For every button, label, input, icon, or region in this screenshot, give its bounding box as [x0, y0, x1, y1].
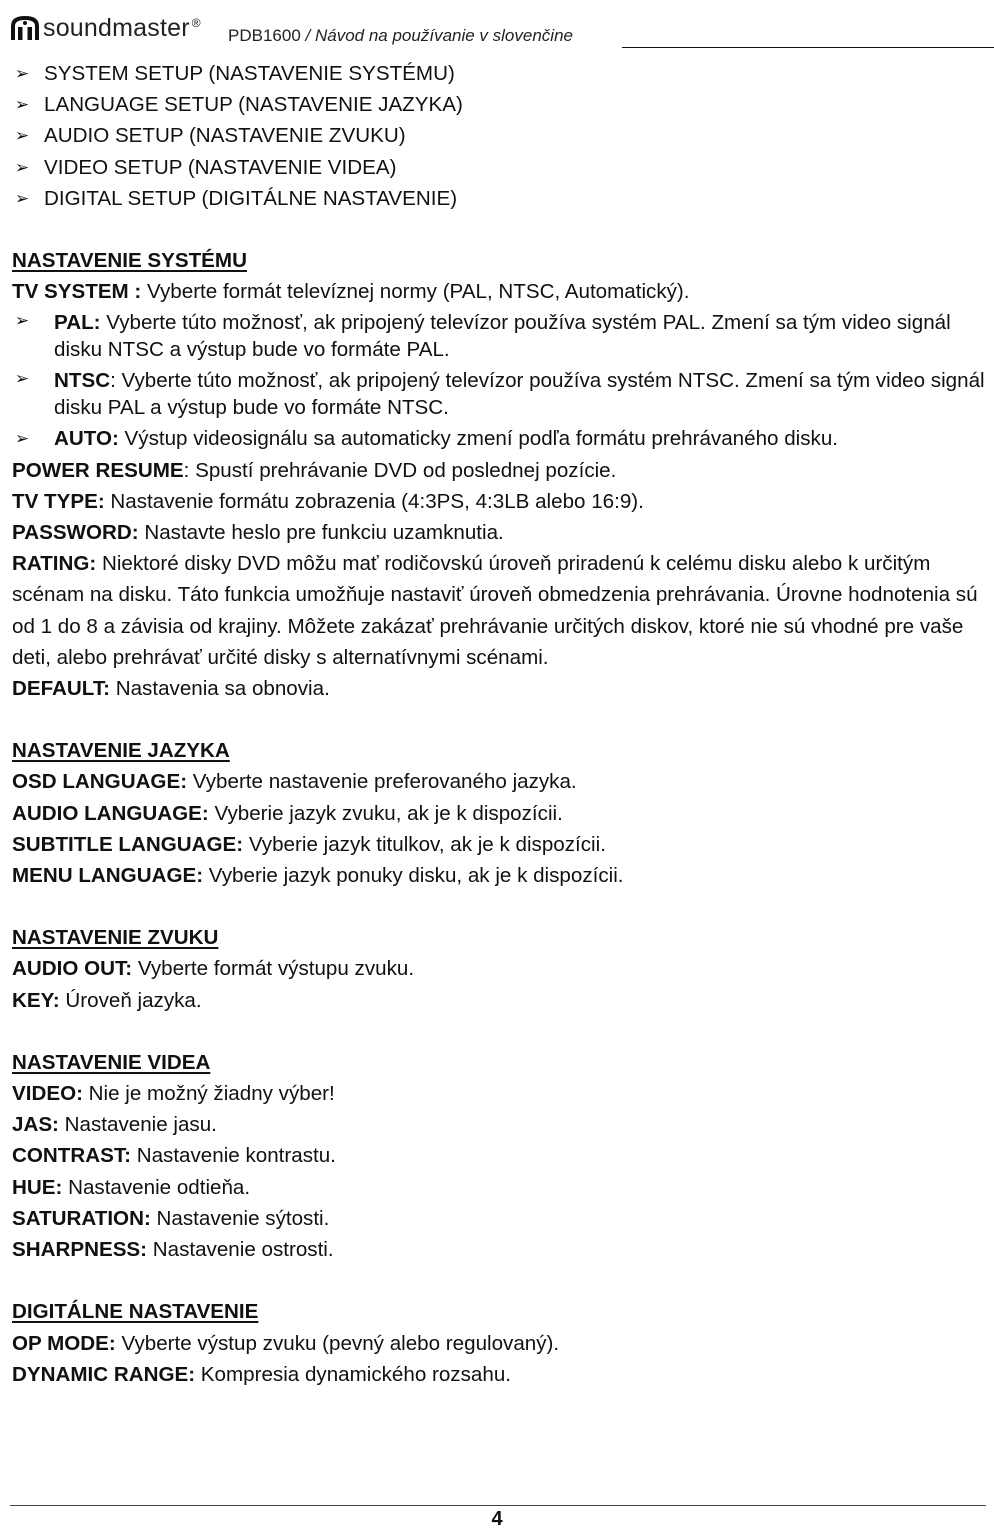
option-ntsc: [12, 365, 987, 423]
term-text: Vyberte formát televíznej normy (PAL, NTSC, Automatický).: [141, 280, 690, 304]
term-label: SUBTITLE LANGUAGE:: [12, 832, 244, 856]
term-text: Nastavenie ostrosti.: [147, 1238, 334, 1262]
list-item-text: AUDIO SETUP (NASTAVENIE ZVUKU): [44, 124, 406, 148]
section-heading-audio: NASTAVENIE ZVUKU: [12, 926, 219, 950]
term-text: Nastavenie jasu.: [58, 1113, 217, 1137]
page-header: [10, 14, 994, 50]
term-label: VIDEO:: [12, 1082, 83, 1106]
term-label: DEFAULT:: [12, 677, 110, 701]
term-text: Nastavenie sýtosti.: [150, 1206, 330, 1230]
definition-line: [12, 985, 987, 1016]
option-auto: [12, 423, 987, 454]
list-item: [12, 152, 987, 183]
section-heading-video: NASTAVENIE VIDEA: [12, 1050, 211, 1074]
definition-line: [12, 1234, 987, 1265]
definition-line: [12, 1328, 987, 1359]
term-label: JAS:: [12, 1113, 59, 1137]
arrow-bullet-icon: ➢: [14, 157, 30, 177]
list-item: [12, 58, 987, 89]
page-number: 4: [491, 1508, 503, 1530]
definition-line: [12, 1140, 987, 1171]
term-text: Úroveň jazyka.: [59, 988, 202, 1012]
term-label: PASSWORD:: [12, 521, 139, 545]
term-text: : Vyberte túto možnosť, ak pripojený televízor používa systém NTSC. Zmení sa tým video signál disku PAL a výstup bude vo formáte NTSC.: [54, 369, 985, 420]
password-line: [12, 517, 987, 548]
title-separator: /: [305, 26, 311, 45]
term-label: TV TYPE:: [12, 489, 105, 513]
term-label: HUE:: [12, 1175, 63, 1199]
list-item-text: SYSTEM SETUP (NASTAVENIE SYSTÉMU): [44, 62, 455, 85]
setup-menu-list: [12, 58, 987, 214]
section-heading-digital: DIGITÁLNE NASTAVENIE: [12, 1300, 259, 1324]
arrow-bullet-icon: ➢: [14, 188, 30, 208]
default-line: [12, 673, 987, 704]
term-text: Výstup videosignálu sa automaticky zmení podľa formátu prehrávaného disku.: [118, 427, 839, 451]
term-text: Vyberte nastavenie preferovaného jazyka.: [187, 770, 577, 794]
definition-line: [12, 1172, 987, 1203]
term-text: Vyberie jazyk titulkov, ak je k dispozícii.: [243, 832, 606, 856]
arrow-bullet-icon: ➢: [14, 126, 30, 146]
term-text: Vyberte formát výstupu zvuku.: [132, 957, 415, 981]
model-number: PDB1600: [228, 26, 301, 45]
list-item: [12, 120, 987, 151]
term-label: RATING:: [12, 552, 97, 576]
header-rule: [622, 47, 994, 48]
term-label: TV SYSTEM :: [12, 280, 142, 304]
registered-mark: ®: [191, 16, 201, 30]
term-label: SHARPNESS:: [12, 1238, 148, 1262]
term-label: PAL:: [54, 311, 101, 335]
section-heading-language: NASTAVENIE JAZYKA: [12, 739, 230, 763]
rating-paragraph: [12, 548, 987, 673]
term-text: Nastavenie formátu zobrazenia (4:3PS, 4:3LB alebo 16:9).: [104, 489, 644, 513]
term-label: SATURATION:: [12, 1206, 151, 1230]
term-text: Vyberte túto možnosť, ak pripojený televízor používa systém PAL. Zmení sa tým video signál disku NTSC a výstup bude vo formáte PAL.: [54, 311, 951, 362]
arrow-bullet-icon: ➢: [14, 311, 30, 331]
arrow-bullet-icon: ➢: [14, 369, 30, 389]
definition-line: [12, 798, 987, 829]
list-item: [12, 183, 987, 214]
arrow-bullet-icon: ➢: [14, 429, 30, 449]
tv-system-options: [12, 307, 987, 454]
term-text: Vyberie jazyk ponuky disku, ak je k dispozícii.: [203, 864, 624, 888]
brand-logo: [10, 14, 201, 42]
term-text: Nastavenie odtieňa.: [62, 1175, 251, 1199]
page-content: [12, 58, 987, 1390]
definition-line: [12, 1203, 987, 1234]
term-text: Vyberte výstup zvuku (pevný alebo regulovaný).: [115, 1331, 560, 1355]
definition-line: [12, 953, 987, 984]
term-label: DYNAMIC RANGE:: [12, 1362, 196, 1386]
list-item-text: LANGUAGE SETUP (NASTAVENIE JAZYKA): [44, 93, 463, 117]
term-text: Nastavenie kontrastu.: [130, 1144, 336, 1168]
arrow-bullet-icon: ➢: [14, 64, 30, 83]
term-text: Niektoré disky DVD môžu mať rodičovskú úroveň priradenú k celému disku alebo k určitým scénam na disku. Táto funkcia umožňuje nastaviť úroveň obmedzenia prehrávania. Úrovne hodnotenia sú od 1 do 8 a závisia od krajiny. Môžete zakázať prehrávanie určitých diskov, ktoré nie sú vhodné pre vaše deti, alebo prehrávať určité disky s alternatívnymi scénami.: [12, 552, 978, 669]
definition-line: [12, 1109, 987, 1140]
option-pal: [12, 307, 987, 365]
list-item-text: DIGITAL SETUP (DIGITÁLNE NASTAVENIE): [44, 186, 458, 210]
term-label: OSD LANGUAGE:: [12, 770, 188, 794]
footer-rule: [10, 1505, 986, 1506]
tv-type-line: [12, 486, 987, 517]
definition-line: [12, 860, 987, 891]
term-text: Kompresia dynamického rozsahu.: [195, 1362, 511, 1386]
term-label: POWER RESUME: [12, 458, 184, 482]
term-label: KEY:: [12, 988, 60, 1012]
power-resume-line: [12, 455, 987, 486]
list-item-text: VIDEO SETUP (NASTAVENIE VIDEA): [44, 155, 397, 179]
definition-line: [12, 1078, 987, 1109]
soundmaster-logo-icon: [10, 14, 40, 42]
brand-name: soundmaster: [43, 14, 190, 42]
term-text: Nie je možný žiadny výber!: [82, 1082, 335, 1106]
definition-line: [12, 766, 987, 797]
definition-line: [12, 829, 987, 860]
list-item: [12, 89, 987, 120]
tv-system-line: [12, 276, 987, 307]
definition-line: [12, 1359, 987, 1390]
term-label: NTSC: [54, 369, 111, 393]
term-label: AUDIO LANGUAGE:: [12, 801, 209, 825]
arrow-bullet-icon: ➢: [14, 95, 30, 115]
term-label: MENU LANGUAGE:: [12, 864, 204, 888]
term-label: OP MODE:: [12, 1331, 116, 1355]
term-label: CONTRAST:: [12, 1144, 131, 1168]
manual-subtitle: Návod na používanie v slovenčine: [314, 26, 573, 45]
term-text: Vyberie jazyk zvuku, ak je k dispozícii.: [208, 801, 563, 825]
document-title: [228, 26, 573, 46]
term-text: Nastavenia sa obnovia.: [110, 677, 330, 701]
term-label: AUTO:: [54, 427, 119, 451]
term-text: Nastavte heslo pre funkciu uzamknutia.: [138, 521, 504, 545]
term-label: AUDIO OUT:: [12, 957, 133, 981]
section-heading-system: NASTAVENIE SYSTÉMU: [12, 249, 247, 273]
term-text: : Spustí prehrávanie DVD od poslednej pozície.: [183, 458, 617, 482]
